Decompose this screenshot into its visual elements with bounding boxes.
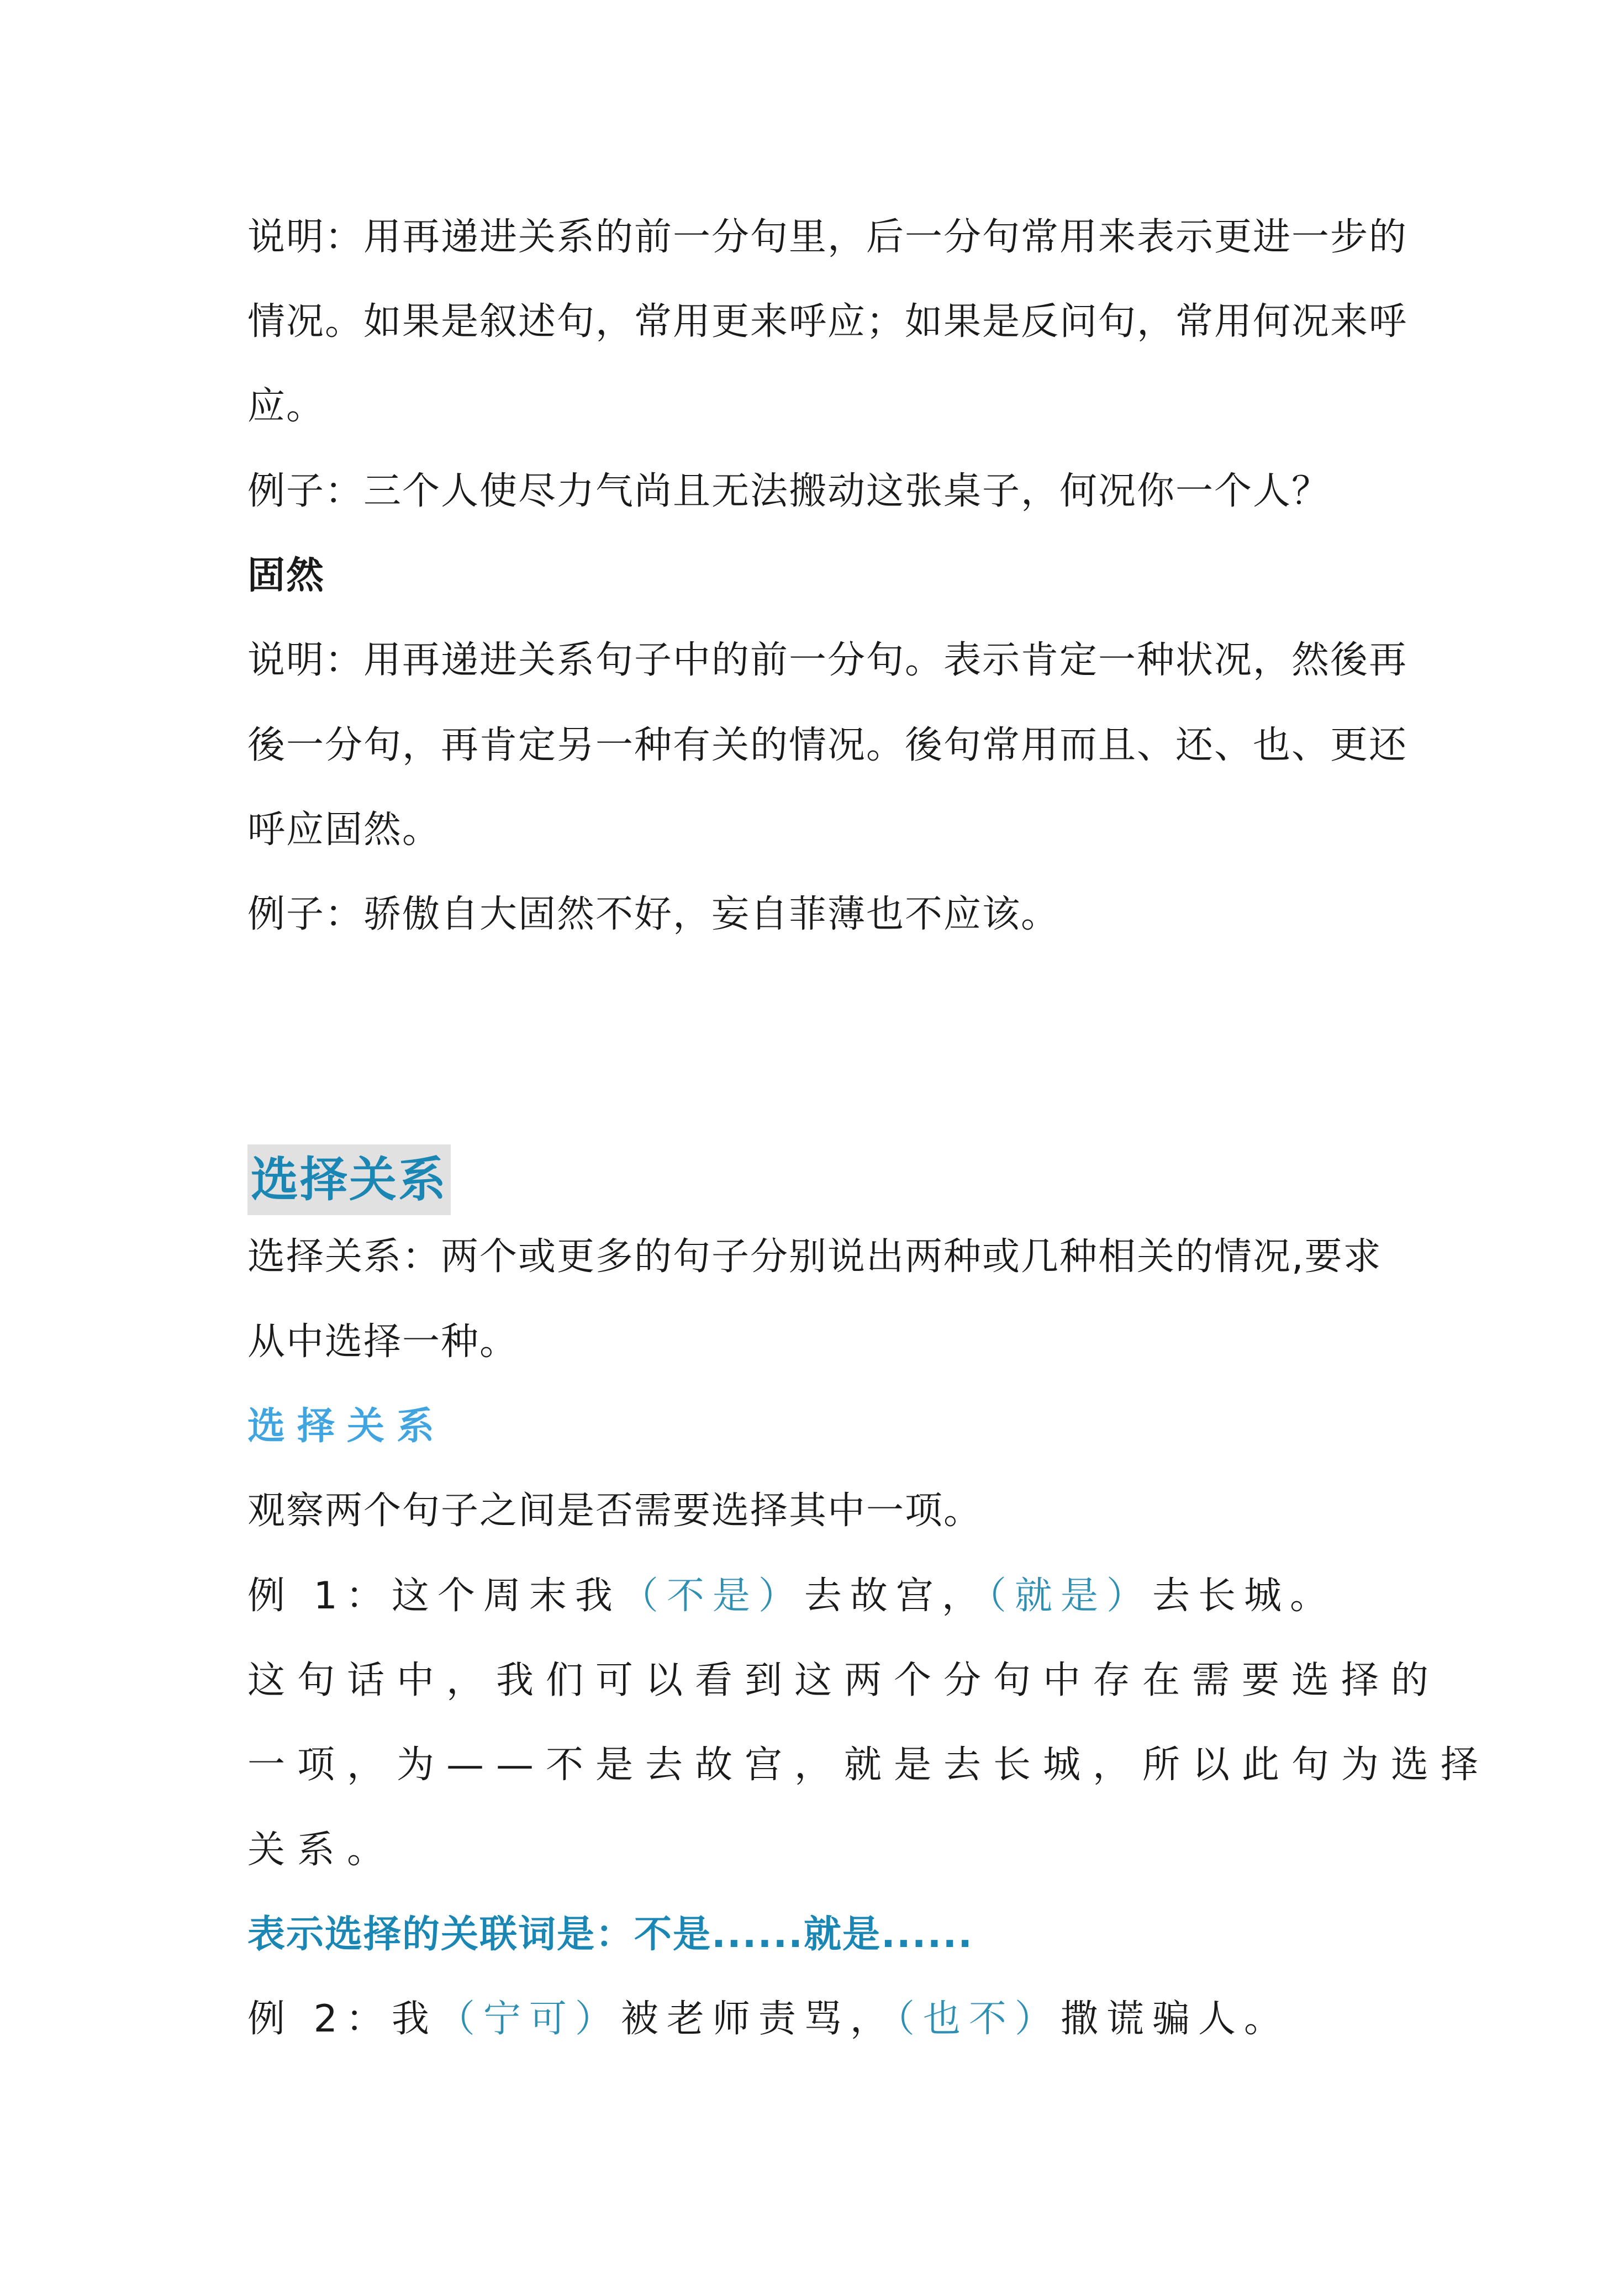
guran-explain-line-3: 呼应固然。 bbox=[247, 808, 441, 852]
progressive-explain-line-1: 说明：用再递进关系的前一分句里，后一分句常用来表示更进一步的 bbox=[247, 215, 1408, 259]
progressive-explain-line-3: 应。 bbox=[247, 384, 325, 428]
term-guran: 固然 bbox=[247, 554, 325, 598]
choice-explain-line-3: 关系。 bbox=[247, 1828, 397, 1872]
choice-definition-line-1: 选择关系：两个或更多的句子分别说出两种或几种相关的情况,要求 bbox=[247, 1235, 1382, 1279]
example-1-keyword-jiushi: （就是） bbox=[987, 1574, 1152, 1618]
example-2-keyword-ningke: （宁可） bbox=[437, 1997, 621, 2041]
choice-explain-line-1: 这句话中，我们可以看到这两个分句中存在需要选择的 bbox=[247, 1659, 1441, 1702]
example-2-prefix: 例 2：我 bbox=[247, 1997, 437, 2041]
guran-explain-line-1: 说明：用再递进关系句子中的前一分句。表示肯定一种状况，然後再 bbox=[247, 639, 1408, 682]
choice-subheading: 选择关系 bbox=[247, 1405, 447, 1448]
choice-explain-line-2: 一项，为——不是去故宫，就是去长城，所以此句为选择 bbox=[247, 1743, 1491, 1787]
example-2-keyword-yebu: （也不） bbox=[895, 1997, 1061, 2041]
section-heading-choice: 选择关系 bbox=[247, 1144, 451, 1215]
example-2-middle: 被老师责骂， bbox=[620, 1997, 896, 2041]
progressive-example-1: 例子：三个人使尽力气尚且无法搬动这张桌子，何况你一个人？ bbox=[247, 469, 1331, 513]
choice-observe-text: 观察两个句子之间是否需要选择其中一项。 bbox=[247, 1489, 983, 1533]
progressive-explain-line-2: 情况。如果是叙述句，常用更来呼应；如果是反问句，常用何况来呼 bbox=[247, 300, 1408, 344]
choice-example-1 bbox=[247, 1569, 1336, 1624]
example-1-middle: 去故宫， bbox=[804, 1574, 988, 1618]
example-1-suffix: 去长城。 bbox=[1152, 1574, 1336, 1618]
choice-definition-line-2: 从中选择一种。 bbox=[247, 1320, 519, 1364]
example-2-suffix: 撒谎骗人。 bbox=[1060, 1997, 1290, 2041]
choice-conjunction-label: 表示选择的关联词是：不是......就是...... bbox=[247, 1913, 973, 1956]
example-1-prefix: 例 1：这个周末我 bbox=[247, 1574, 621, 1618]
choice-example-2 bbox=[247, 1992, 1290, 2047]
guran-example: 例子：骄傲自大固然不好，妄自菲薄也不应该。 bbox=[247, 893, 1060, 936]
example-1-keyword-bushi: （不是） bbox=[620, 1574, 804, 1618]
guran-explain-line-2: 後一分句，再肯定另一种有关的情况。後句常用而且、还、也、更还 bbox=[247, 724, 1408, 767]
